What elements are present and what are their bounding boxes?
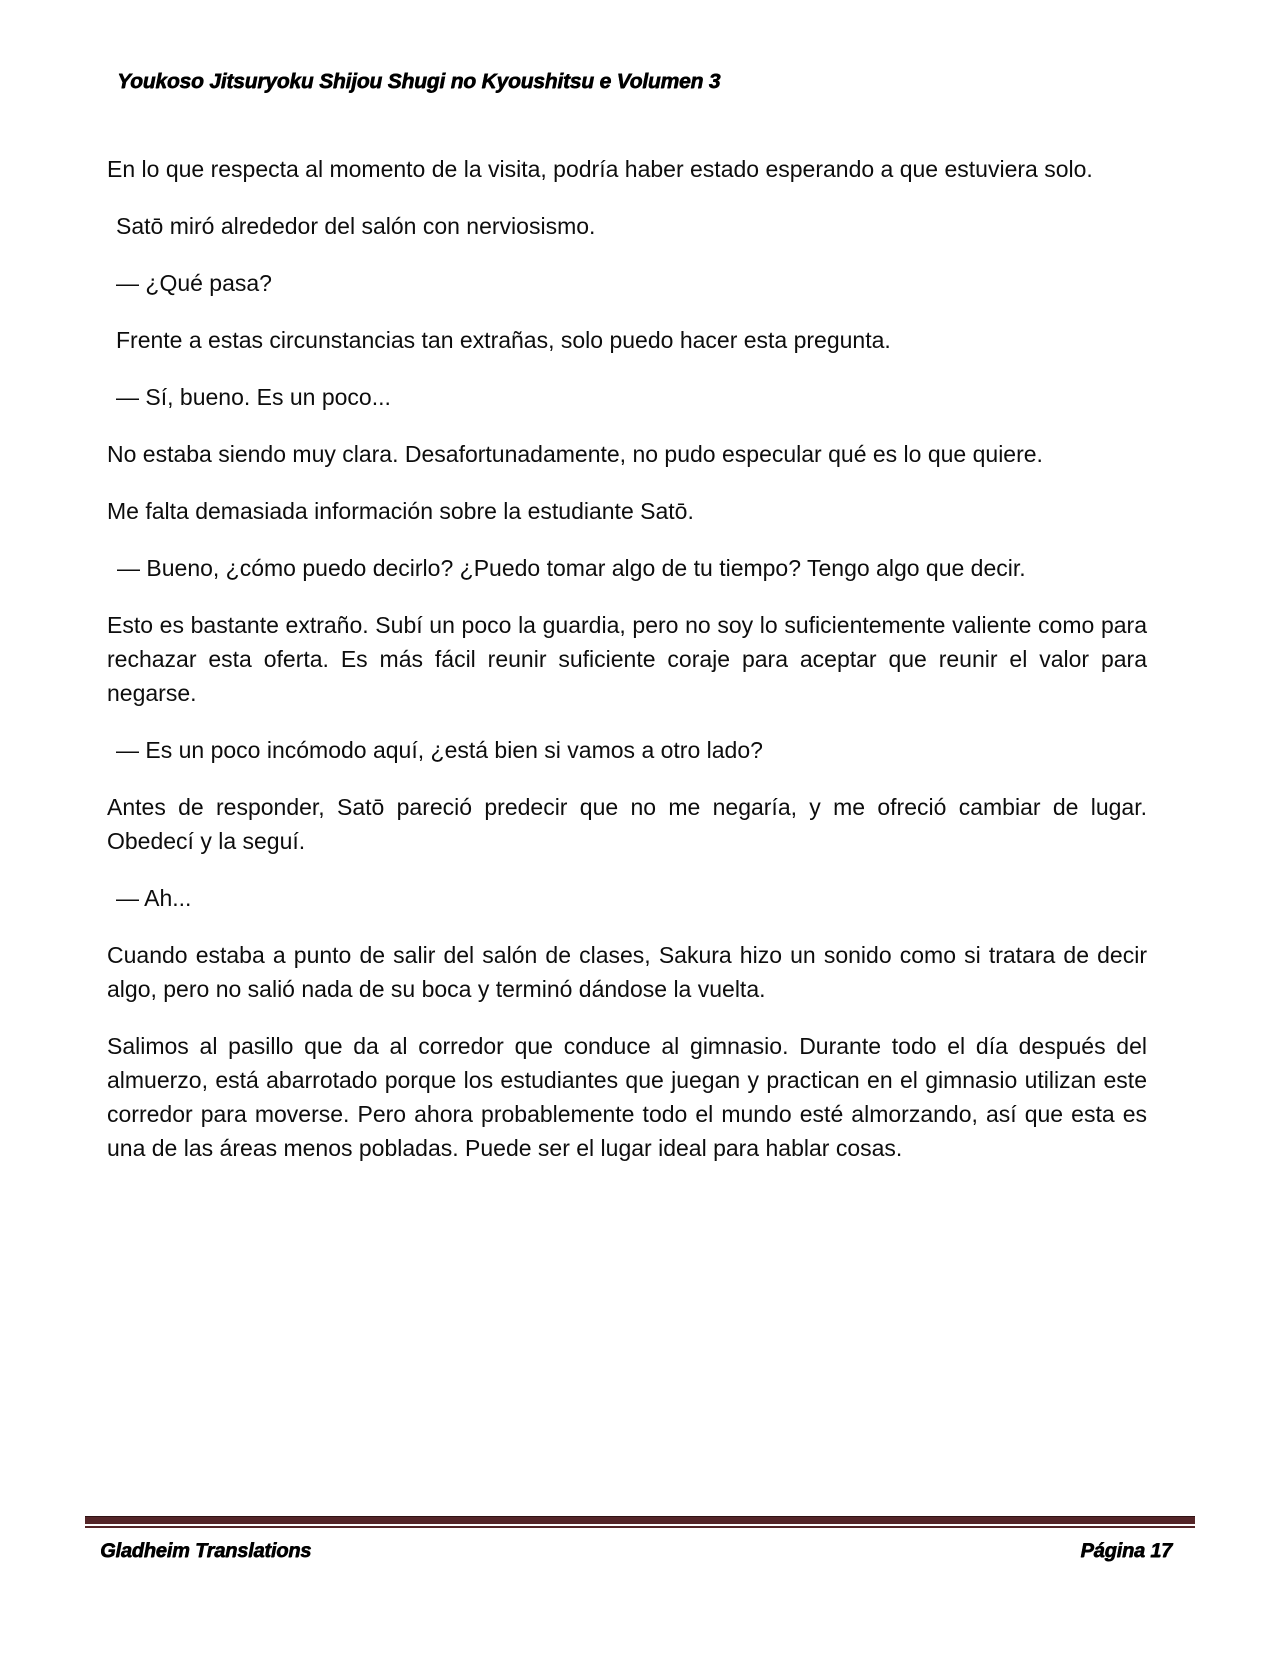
paragraph: — Ah... <box>116 885 192 911</box>
footer-translator-credit: Gladheim Translations <box>100 1540 312 1562</box>
paragraph: Frente a estas circunstancias tan extrañas, solo puedo hacer esta pregunta. <box>116 327 891 353</box>
paragraph: Antes de responder, Satō pareció predecir que no me negaría, y me ofreció cambiar de lugar. Obedecí y la seguí. <box>107 794 1147 854</box>
paragraph: Satō miró alrededor del salón con nerviosismo. <box>116 213 596 239</box>
page-header-title: Youkoso Jitsuryoku Shijou Shugi no Kyoushitsu e Volumen 3 <box>117 70 721 93</box>
body-paragraphs <box>107 152 1147 1188</box>
footer-page-number: Página 17 <box>1080 1540 1172 1562</box>
paragraph: — Es un poco incómodo aquí, ¿está bien si vamos a otro lado? <box>116 737 763 763</box>
paragraph: Esto es bastante extraño. Subí un poco la guardia, pero no soy lo suficientemente valiente como para rechazar esta oferta. Es más fácil reunir suficiente coraje para aceptar que reunir el valor para negarse. <box>107 612 1147 706</box>
footer-divider-thin-line <box>85 1526 1195 1528</box>
paragraph: Me falta demasiada información sobre la estudiante Satō. <box>107 498 694 524</box>
paragraph: Salimos al pasillo que da al corredor que conduce al gimnasio. Durante todo el día después del almuerzo, está abarrotado porque los estudiantes que juegan y practican en el gimnasio utilizan este corredor para moverse. Pero ahora probablemente todo el mundo esté almorzando, así que esta es una de las áreas menos pobladas. Puede ser el lugar ideal para hablar cosas. <box>107 1033 1147 1161</box>
paragraph: No estaba siendo muy clara. Desafortunadamente, no pudo especular qué es lo que quiere. <box>107 441 1043 467</box>
paragraph: En lo que respecta al momento de la visita, podría haber estado esperando a que estuviera solo. <box>107 156 1093 182</box>
footer-divider-thick-line <box>85 1516 1195 1524</box>
paragraph: — Sí, bueno. Es un poco... <box>116 384 391 410</box>
paragraph: Cuando estaba a punto de salir del salón de clases, Sakura hizo un sonido como si tratara de decir algo, pero no salió nada de su boca y terminó dándose la vuelta. <box>107 942 1147 1002</box>
paragraph: — ¿Qué pasa? <box>116 270 272 296</box>
footer-divider <box>85 1516 1195 1528</box>
paragraph: — Bueno, ¿cómo puedo decirlo? ¿Puedo tomar algo de tu tiempo? Tengo algo que decir. <box>117 555 1026 581</box>
footer <box>100 1540 1172 1563</box>
